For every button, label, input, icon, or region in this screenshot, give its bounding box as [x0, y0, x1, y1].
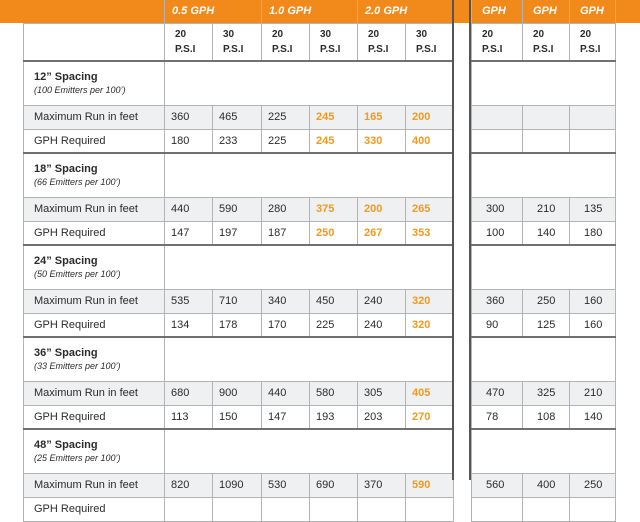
max-run-row — [24, 473, 454, 497]
side-max-run-row — [472, 381, 616, 405]
max-run-value: 710 — [213, 289, 262, 313]
max-run-row — [24, 289, 454, 313]
gph-required-value: 400 — [406, 129, 454, 153]
emitter-run-side-table — [471, 0, 616, 522]
flow-group-header: 1.0 GPH — [262, 0, 358, 23]
row-label: GPH Required — [24, 313, 165, 337]
max-run-value: 680 — [165, 381, 213, 405]
side-spacing-blank — [472, 245, 616, 289]
side-gph-required-value: 180 — [570, 221, 616, 245]
max-run-value: 535 — [165, 289, 213, 313]
row-label: Maximum Run in feet — [24, 197, 165, 221]
spacing-label — [24, 245, 165, 289]
spacing-header-blank — [165, 245, 454, 289]
gph-required-row — [24, 313, 454, 337]
side-max-run-value: 400 — [523, 473, 570, 497]
max-run-value: 265 — [406, 197, 454, 221]
side-gph-required-value — [523, 497, 570, 521]
max-run-value: 340 — [262, 289, 310, 313]
side-pressure-header-20: 20 P.S.I — [472, 23, 523, 61]
side-spacing-header-row — [472, 153, 616, 197]
gph-required-value: 267 — [358, 221, 406, 245]
side-flow-header-row — [472, 0, 616, 23]
side-flow-group-header: GPH — [570, 0, 616, 23]
max-run-row — [24, 105, 454, 129]
spacing-label — [24, 429, 165, 473]
max-run-value: 200 — [406, 105, 454, 129]
side-gph-required-value — [570, 497, 616, 521]
side-max-run-value: 325 — [523, 381, 570, 405]
side-max-run-value — [472, 105, 523, 129]
gph-required-row — [24, 405, 454, 429]
gph-required-value: 197 — [213, 221, 262, 245]
spacing-header-blank — [165, 153, 454, 197]
side-gph-required-value: 100 — [472, 221, 523, 245]
spacing-title: 12” Spacing — [34, 71, 98, 84]
side-spacing-header-row — [472, 429, 616, 473]
side-max-run-row — [472, 197, 616, 221]
spacing-header-row — [24, 337, 454, 381]
max-run-value: 200 — [358, 197, 406, 221]
spacing-title: 24” Spacing — [34, 255, 98, 268]
side-max-run-value: 300 — [472, 197, 523, 221]
pressure-header-30: 30 P.S.I — [406, 23, 454, 61]
max-run-value: 820 — [165, 473, 213, 497]
pressure-header-blank — [24, 23, 165, 61]
gph-required-value: 353 — [406, 221, 454, 245]
pressure-header-20: 20 P.S.I — [262, 23, 310, 61]
gph-required-value: 134 — [165, 313, 213, 337]
row-label: GPH Required — [24, 129, 165, 153]
side-gph-required-value — [523, 129, 570, 153]
side-spacing-header-row — [472, 61, 616, 105]
gph-required-value — [213, 497, 262, 521]
max-run-value: 370 — [358, 473, 406, 497]
spacing-header-row — [24, 153, 454, 197]
gph-required-value: 225 — [262, 129, 310, 153]
gph-required-value: 147 — [165, 221, 213, 245]
flow-group-header: 0.5 GPH — [165, 0, 262, 23]
spacing-subtitle: (66 Emitters per 100’) — [34, 177, 121, 188]
max-run-value: 245 — [310, 105, 358, 129]
row-label: GPH Required — [24, 497, 165, 521]
pressure-header-row — [24, 23, 454, 61]
pressure-header-20: 20 P.S.I — [165, 23, 213, 61]
side-gph-required-value — [472, 497, 523, 521]
max-run-value: 225 — [262, 105, 310, 129]
side-gph-required-value: 140 — [523, 221, 570, 245]
side-gph-required-value — [570, 129, 616, 153]
max-run-value: 305 — [358, 381, 406, 405]
spacing-label — [24, 61, 165, 105]
gph-required-value: 203 — [358, 405, 406, 429]
side-max-run-value: 135 — [570, 197, 616, 221]
side-gph-required-value: 125 — [523, 313, 570, 337]
side-spacing-header-row — [472, 337, 616, 381]
gph-required-value: 170 — [262, 313, 310, 337]
side-spacing-blank — [472, 337, 616, 381]
max-run-value: 240 — [358, 289, 406, 313]
max-run-value: 900 — [213, 381, 262, 405]
side-flow-group-header: GPH — [523, 0, 570, 23]
max-run-value: 405 — [406, 381, 454, 405]
side-gph-required-row — [472, 405, 616, 429]
spacing-label — [24, 337, 165, 381]
max-run-value: 580 — [310, 381, 358, 405]
side-max-run-value: 250 — [570, 473, 616, 497]
side-max-run-value — [523, 105, 570, 129]
side-max-run-value: 160 — [570, 289, 616, 313]
header-corner — [24, 0, 165, 23]
pressure-header-30: 30 P.S.I — [213, 23, 262, 61]
side-gph-required-value: 140 — [570, 405, 616, 429]
gph-required-value: 233 — [213, 129, 262, 153]
side-max-run-value: 560 — [472, 473, 523, 497]
spacing-header-row — [24, 245, 454, 289]
spacing-title: 18” Spacing — [34, 163, 98, 176]
gph-required-value: 270 — [406, 405, 454, 429]
max-run-value: 530 — [262, 473, 310, 497]
spacing-header-blank — [165, 429, 454, 473]
spacing-header-blank — [165, 337, 454, 381]
pressure-header-30: 30 P.S.I — [310, 23, 358, 61]
gph-required-value: 193 — [310, 405, 358, 429]
gph-required-row — [24, 221, 454, 245]
side-max-run-value: 360 — [472, 289, 523, 313]
max-run-value: 440 — [262, 381, 310, 405]
max-run-value: 440 — [165, 197, 213, 221]
side-max-run-value: 250 — [523, 289, 570, 313]
gph-required-value: 330 — [358, 129, 406, 153]
spacing-subtitle: (33 Emitters per 100’) — [34, 361, 121, 372]
max-run-value: 280 — [262, 197, 310, 221]
side-gph-required-row — [472, 313, 616, 337]
side-spacing-blank — [472, 61, 616, 105]
max-run-value: 465 — [213, 105, 262, 129]
side-gph-required-value: 90 — [472, 313, 523, 337]
flow-header-row — [24, 0, 454, 23]
flow-group-header: 2.0 GPH — [358, 0, 454, 23]
side-pressure-header-20: 20 P.S.I — [570, 23, 616, 61]
side-gph-required-value — [472, 129, 523, 153]
gph-required-value — [358, 497, 406, 521]
gph-required-value: 180 — [165, 129, 213, 153]
row-label: Maximum Run in feet — [24, 381, 165, 405]
side-max-run-row — [472, 105, 616, 129]
gph-required-value — [165, 497, 213, 521]
gph-required-value — [310, 497, 358, 521]
spacing-header-blank — [165, 61, 454, 105]
side-spacing-blank — [472, 153, 616, 197]
side-gph-required-value: 78 — [472, 405, 523, 429]
gph-required-value: 250 — [310, 221, 358, 245]
max-run-value: 590 — [406, 473, 454, 497]
spacing-header-row — [24, 61, 454, 105]
gph-required-value: 320 — [406, 313, 454, 337]
gph-required-value: 187 — [262, 221, 310, 245]
side-pressure-header-row — [472, 23, 616, 61]
gph-required-value: 240 — [358, 313, 406, 337]
gph-required-value — [262, 497, 310, 521]
max-run-value: 320 — [406, 289, 454, 313]
side-max-run-row — [472, 473, 616, 497]
max-run-value: 590 — [213, 197, 262, 221]
spacing-subtitle: (25 Emitters per 100’) — [34, 453, 121, 464]
side-max-run-value: 210 — [523, 197, 570, 221]
gph-required-value: 113 — [165, 405, 213, 429]
spacing-subtitle: (100 Emitters per 100’) — [34, 85, 126, 96]
max-run-value: 360 — [165, 105, 213, 129]
gph-required-value: 245 — [310, 129, 358, 153]
side-max-run-value — [570, 105, 616, 129]
pressure-header-20: 20 P.S.I — [358, 23, 406, 61]
gph-required-row — [24, 497, 454, 521]
emitter-run-table — [23, 0, 454, 522]
max-run-value: 690 — [310, 473, 358, 497]
side-max-run-row — [472, 289, 616, 313]
side-pressure-header-20: 20 P.S.I — [523, 23, 570, 61]
row-label: Maximum Run in feet — [24, 473, 165, 497]
side-max-run-value: 210 — [570, 381, 616, 405]
gph-required-value: 147 — [262, 405, 310, 429]
row-label: GPH Required — [24, 405, 165, 429]
spacing-title: 48” Spacing — [34, 439, 98, 452]
side-gph-required-value: 160 — [570, 313, 616, 337]
spacing-title: 36” Spacing — [34, 347, 98, 360]
max-run-value: 375 — [310, 197, 358, 221]
side-spacing-header-row — [472, 245, 616, 289]
spacing-label — [24, 153, 165, 197]
row-label: Maximum Run in feet — [24, 105, 165, 129]
max-run-row — [24, 197, 454, 221]
row-label: GPH Required — [24, 221, 165, 245]
gph-required-value — [406, 497, 454, 521]
side-gph-required-row — [472, 129, 616, 153]
side-gph-required-row — [472, 221, 616, 245]
gph-required-value: 225 — [310, 313, 358, 337]
gph-required-value: 150 — [213, 405, 262, 429]
gph-required-value: 178 — [213, 313, 262, 337]
side-spacing-blank — [472, 429, 616, 473]
column-divider-rule — [469, 0, 471, 480]
side-gph-required-value: 108 — [523, 405, 570, 429]
column-divider-rule — [452, 0, 454, 480]
gph-required-row — [24, 129, 454, 153]
max-run-value: 165 — [358, 105, 406, 129]
side-gph-required-row — [472, 497, 616, 521]
max-run-value: 1090 — [213, 473, 262, 497]
max-run-row — [24, 381, 454, 405]
spacing-header-row — [24, 429, 454, 473]
max-run-value: 450 — [310, 289, 358, 313]
side-max-run-value: 470 — [472, 381, 523, 405]
side-flow-group-header: GPH — [472, 0, 523, 23]
row-label: Maximum Run in feet — [24, 289, 165, 313]
spacing-subtitle: (50 Emitters per 100’) — [34, 269, 121, 280]
